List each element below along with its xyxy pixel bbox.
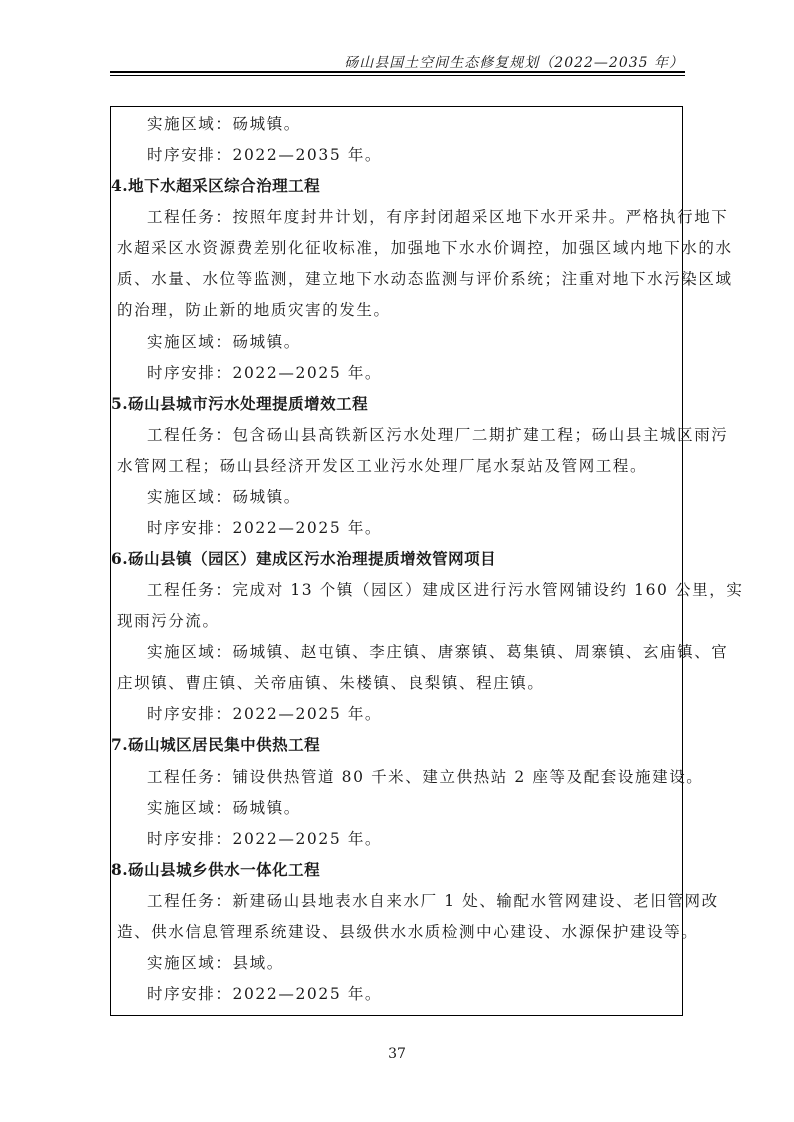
running-header-title: 砀山县国土空间生态修复规划（2022—2035 年） (344, 55, 684, 71)
body-text-line: 现雨污分流。 (117, 612, 220, 631)
section-heading: 7.砀山城区居民集中供热工程 (111, 735, 321, 755)
body-text-line: 时序安排：2022—2025 年。 (147, 985, 383, 1003)
header-rule-thick (110, 71, 685, 73)
section-heading: 4.地下水超采区综合治理工程 (111, 176, 321, 196)
body-text-line: 实施区域：砀城镇。 (147, 115, 301, 133)
body-text-line: 工程任务：包含砀山县高铁新区污水处理厂二期扩建工程；砀山县主城区雨污 (147, 425, 729, 444)
body-text-line: 工程任务：铺设供热管道 80 千米、建立供热站 2 座等及配套设施建设。 (147, 767, 704, 786)
body-text-line: 水超采区水资源费差别化征收标准，加强地下水水价调控，加强区域内地下水的水 (117, 239, 733, 258)
section-heading: 6.砀山县镇（园区）建成区污水治理提质增效管网项目 (111, 549, 497, 568)
body-text-line: 时序安排：2022—2025 年。 (147, 829, 383, 848)
page-number: 37 (388, 1046, 406, 1062)
project-content-box (110, 106, 744, 1016)
body-text-line: 时序安排：2022—2035 年。 (147, 146, 383, 165)
body-text-line: 实施区域：砀城镇。 (147, 332, 301, 351)
body-text-line: 质、水量、水位等监测，建立地下水动态监测与评价系统；注重对地下水污染区域 (117, 270, 733, 289)
section-heading: 8.砀山县城乡供水一体化工程 (111, 859, 321, 879)
body-text-line: 时序安排：2022—2025 年。 (147, 705, 383, 724)
body-text-line: 水管网工程；砀山县经济开发区工业污水处理厂尾水泵站及管网工程。 (117, 456, 648, 475)
body-text-line: 实施区域：砀城镇、赵屯镇、李庄镇、唐寨镇、葛集镇、周寨镇、玄庙镇、官 (147, 643, 729, 662)
body-text-line: 庄坝镇、曹庄镇、关帝庙镇、朱楼镇、良梨镇、程庄镇。 (117, 674, 545, 693)
header-rule-thin (110, 75, 685, 76)
body-text-line: 工程任务：按照年度封井计划，有序封闭超采区地下水开采井。严格执行地下 (147, 208, 729, 227)
body-text-line: 时序安排：2022—2025 年。 (147, 363, 383, 382)
body-text-line: 实施区域：县域。 (147, 953, 284, 972)
body-text-line: 的治理，防止新的地质灾害的发生。 (117, 301, 391, 320)
body-text-line: 造、供水信息管理系统建设、县级供水水质检测中心建设、水源保护建设等。 (117, 922, 699, 941)
body-text-line: 实施区域：砀城镇。 (147, 487, 301, 506)
section-heading: 5.砀山县城市污水处理提质增效工程 (111, 393, 369, 413)
body-text-line: 实施区域：砀城镇。 (147, 798, 301, 817)
body-text-line: 时序安排：2022—2025 年。 (147, 518, 383, 537)
body-text-line: 工程任务：新建砀山县地表水自来水厂 1 处、输配水管网建设、老旧管网改 (147, 891, 719, 910)
body-text-line: 工程任务：完成对 13 个镇（园区）建成区进行污水管网铺设约 160 公里，实 (147, 581, 744, 600)
